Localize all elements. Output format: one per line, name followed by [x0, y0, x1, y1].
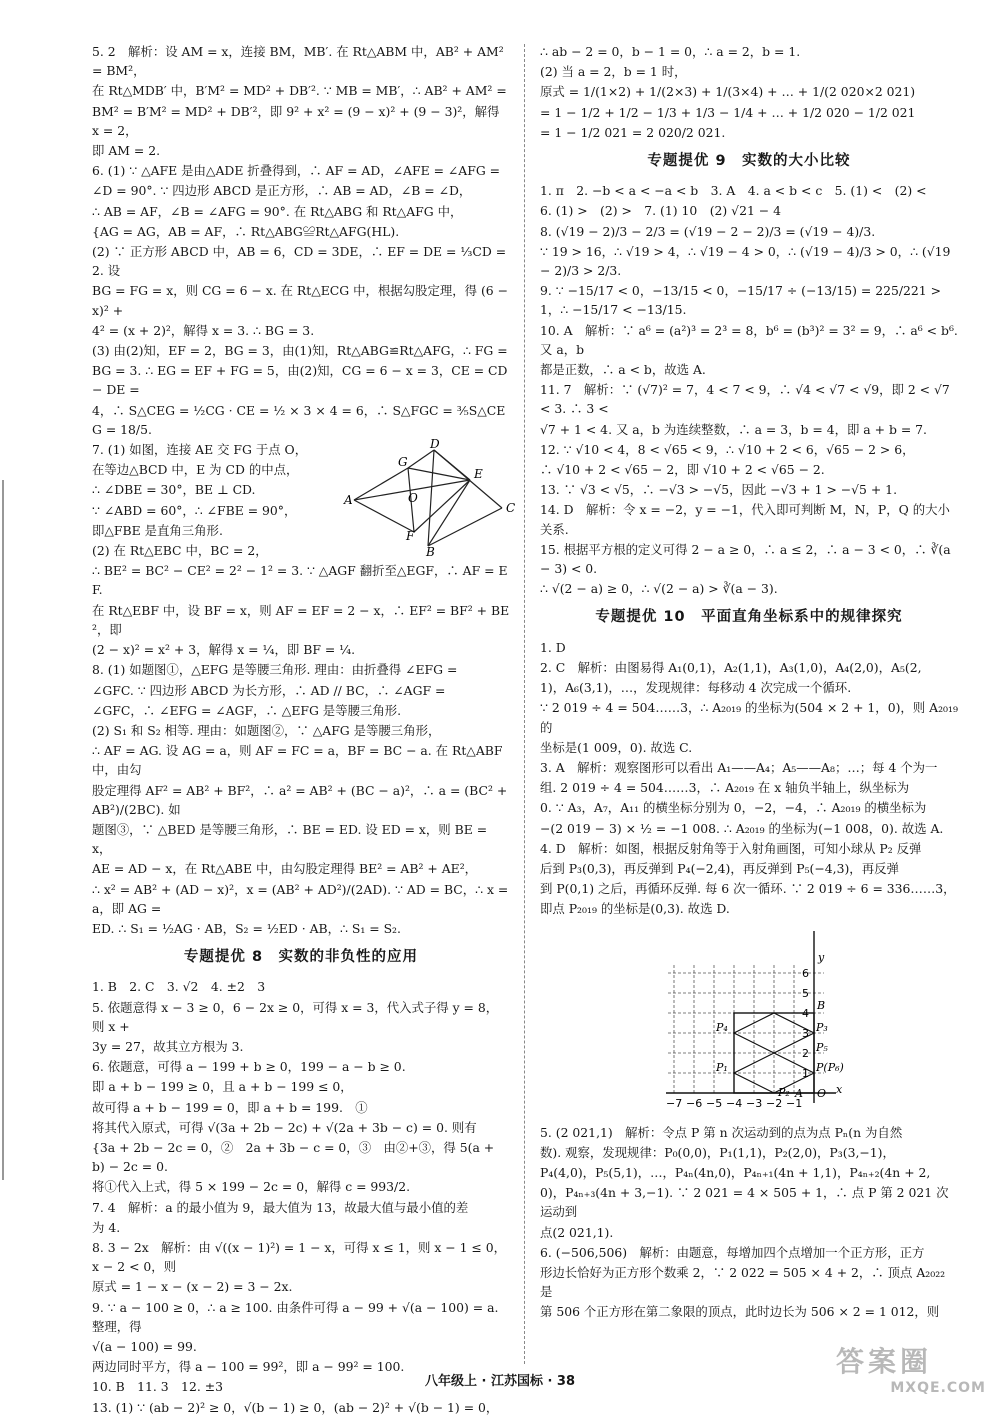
answer-line: 5. (2 021,1) 解析：令点 P 第 n 次运动到的点为点 Pₙ(n 为自然 [540, 1124, 903, 1140]
y-tick-label: 1 [802, 1066, 809, 1080]
answer-line: AE = AD − x，在 Rt△ABE 中，由勾股定理得 BE² = AB² + AE²， [92, 861, 478, 877]
answer-line: √7 + 1 < 4. 又 a，b 为连续整数，∴ a = 3，b = 4，即 a + b = 7. [540, 421, 927, 437]
answer-line: ∴ AF = AG. 设 AG = a，则 AF = FC = a，BF = BC − a. 在 Rt△ABF 中，由勾 [92, 743, 503, 778]
answer-line: P₄(4,0)，P₅(5,1)，…，P₄ₙ(4n,0)，P₄ₙ₊₁(4n + 1,1)，P₄ₙ₊₂(4n + 2, [540, 1164, 931, 1180]
x-tick-label: −7 [666, 1096, 683, 1110]
x-tick-label: −1 [786, 1096, 803, 1110]
answer-line: ED. ∴ S₁ = ½AG · AB，S₂ = ½ED · AB，∴ S₁ = S₂. [92, 920, 401, 936]
answer-line: 10. A 解析：∵ a⁶ = (a²)³ = 2³ = 8，b⁶ = (b³)² = 3² = 9，∴ a⁶ < b⁶. 又 a，b [540, 322, 958, 357]
answer-line: 6. 依题意，可得 a − 199 + b ≥ 0，199 − a − b ≥ 0. [92, 1059, 406, 1075]
right-column [540, 42, 958, 1323]
x-tick-label: −2 [766, 1096, 783, 1110]
answer-line: 14. D 解析：令 x = −2，y = −1，代入即可判断 M，N，P，Q 的大小关系. [540, 502, 950, 537]
triangle-vertex-label: F [406, 529, 415, 544]
answer-line: 在等边△BCD 中，E 为 CD 的中点， [92, 462, 299, 478]
answer-line: 7. (1) 如图，连接 AE 交 FG 于点 O， [92, 442, 308, 458]
answer-line: (2 − x)² = x² + 3，解得 x = ¼，即 BF = ¼. [92, 642, 356, 658]
answer-line: −(2 019 − 3) × ½ = −1 008. ∴ A₂₀₁₉ 的坐标为(−1 008，0). 故选 A. [540, 820, 944, 836]
answer-line: (2) S₁ 和 S₂ 相等. 理由：如题图②，∵ △AFG 是等腰三角形， [92, 722, 441, 738]
answer-line: 形边长恰好为正方形个数乘 2，∵ 2 022 = 505 × 4 + 2，∴ 顶点 A₂₀₂₂ 是 [540, 1264, 946, 1300]
page-footer: 八年级上 · 江苏国标 · 38 [424, 1374, 576, 1389]
triangle-vertex-label: O [408, 491, 418, 506]
y-tick-label: 6 [802, 966, 809, 980]
answer-line: (2) ∵ 正方形 ABCD 中，AB = 6，CD = 3DE，∴ EF = DE = ⅓CD = 2. 设 [92, 244, 507, 279]
answer-line: 坐标是(1 009，0). 故选 C. [540, 739, 693, 755]
answer-line: 8. (√19 − 2)/3 − 2/3 = (√19 − 2 − 2)/3 = (√19 − 4)/3. [540, 223, 876, 239]
answer-line: 到 P(0,1) 之后，再循环反弹. 每 6 次一循环. ∵ 2 019 ÷ 6 = 336……3， [540, 881, 956, 897]
triangle-figure [342, 437, 516, 560]
answer-line: (3) 由(2)知，EF = 2，BG = 3，由(1)知，Rt△ABG≌Rt△AFG，∴ FG = [92, 343, 508, 359]
triangle-edge [428, 450, 434, 546]
answer-line: (2) 当 a = 2，b = 1 时， [540, 64, 687, 80]
column-divider [524, 44, 525, 1364]
answer-line: 第 506 个正方形在第二象限的顶点，此时边长为 506 × 2 = 1 012，则 [540, 1304, 940, 1320]
answer-line: 6. (1) ∵ △AFE 是由△ADE 折叠得到，∴ AF = AD，∠AFE = ∠AFG = [92, 163, 501, 179]
watermark-main: 答案圈 [836, 1345, 933, 1378]
triangle-edge [354, 500, 414, 532]
answer-line: = 1 − 1/2 021 = 2 020/2 021. [540, 124, 726, 140]
answer-line: 即点 P₂₀₁₉ 的坐标是(0,3). 故选 D. [540, 901, 730, 917]
answer-line: 5. 2 解析：设 AM = x，连接 BM，MB′. 在 Rt△ABM 中，AB² + AM² = BM²， [92, 44, 504, 79]
answer-line: 11. 7 解析：∵ (√7)² = 7，4 < 7 < 9，∴ √4 < √7 < √9，即 2 < √7 < 3. ∴ 3 < [540, 382, 950, 417]
answer-line: 15. 根据平方根的定义可得 2 − a ≥ 0，∴ a ≤ 2，∴ a − 3 < 0，∴ ∛(a − 3) < 0. [540, 541, 951, 577]
grid-point-label: A [795, 1086, 803, 1100]
triangle-vertex-label: E [474, 467, 483, 482]
x-tick-label: −4 [726, 1096, 743, 1110]
answer-line: 12. ∵ √10 < 4，8 < √65 < 9，∴ √10 + 2 < 6，√65 − 2 > 6， [540, 441, 915, 457]
answer-line: 6. (−506,506) 解析：由题意，每增加四个点增加一个正方形，正方 [540, 1244, 925, 1260]
triangle-vertex-label: B [426, 545, 435, 560]
answer-line: 5. 依题意得 x − 3 ≥ 0，6 − 2x ≥ 0，可得 x = 3，代入式子得 y = 8，则 x + [92, 999, 499, 1034]
answer-line: 在 Rt△MDB′ 中，B′M² = MD² + DB′². ∵ MB = MB′，∴ AB² + AM² = [92, 83, 507, 99]
watermark [836, 1340, 986, 1396]
triangle-vertex-label: A [344, 493, 353, 508]
answer-line: 4. D 解析：如图，根据反射角等于入射角画图，可知小球从 P₂ 反弹 [540, 840, 922, 856]
answer-line: ∠GFC，∴ ∠EFG = ∠AGF，∴ △EFG 是等腰三角形. [92, 702, 402, 718]
answer-line: 即△FBE 是直角三角形. [92, 522, 223, 538]
answer-line: ∴ BE² = BC² − CE² = 2² − 1² = 3. ∵ △AGF 翻折至△EGF，∴ AF = EF. [92, 563, 508, 598]
answer-line: ∴ x² = AB² + (AD − x)²，x = (AB² + AD²)/(2AD). ∵ AD = BC，∴ x = a，即 AG = [92, 881, 509, 916]
answer-line: 题图③，∵ △BED 是等腰三角形，∴ BE = ED. 设 ED = x，则 BE = x， [92, 821, 488, 857]
answer-line: 1)，A₆(3,1)，…，发现规律：每移动 4 次完成一个循环. [540, 680, 852, 696]
answer-line: 原式 = 1 − x − (x − 2) = 3 − 2x. [92, 1279, 293, 1295]
grid-point-label: P(P₆) [816, 1060, 844, 1074]
answer-line: √(a − 100) = 99. [92, 1339, 197, 1354]
watermark-sub: MXQE.COM [890, 1380, 986, 1396]
answer-line: ∴ AB = AF，∠B = ∠AFG = 90°. 在 Rt△ABG 和 Rt△AFG 中， [92, 203, 463, 219]
answer-line: 即 a + b − 199 ≥ 0，且 a + b − 199 ≤ 0， [92, 1079, 353, 1095]
answer-line: (2) 在 Rt△EBC 中，BC = 2， [92, 543, 268, 559]
answer-line: ∴ ab − 2 = 0，b − 1 = 0，∴ a = 2，b = 1. [540, 44, 801, 59]
y-tick-label: 2 [802, 1046, 809, 1060]
y-tick-label: 3 [802, 1026, 809, 1040]
triangle-vertex-label: C [506, 501, 516, 516]
y-tick-label: 4 [802, 1006, 809, 1020]
answer-line: 3y = 27，故其立方根为 3. [92, 1038, 244, 1054]
grid-point-label: O [817, 1086, 827, 1100]
answer-line: ∵ ∠ABD = 60°，∴ ∠FBE = 90°， [92, 502, 297, 518]
answer-line: 将其代入原式，可得 √(3a + 2b − 2c) + √(2a + 3b − c) = 0. 则有 [92, 1119, 477, 1135]
answer-line: 8. 3 − 2x 解析：由 √((x − 1)²) = 1 − x，可得 x ≤ 1，则 x − 1 ≤ 0，x − 2 < 0，则 [92, 1239, 507, 1275]
x-tick-label: −5 [706, 1096, 723, 1110]
section-title-8: 专题提优 8 实数的非负性的应用 [183, 949, 419, 966]
answer-line: 1. D [540, 639, 566, 655]
answer-line: 1. B 2. C 3. √2 4. ±2 3 [92, 979, 266, 995]
coordinate-grid-figure [658, 925, 844, 1115]
answer-line: 即 AM = 2. [92, 143, 161, 159]
triangle-edge [408, 450, 434, 468]
grid-point-label: P₃ [816, 1020, 828, 1034]
answer-line: ∴ √10 + 2 < √65 − 2，即 √10 + 2 < √65 − 2. [540, 462, 825, 478]
answer-line: 0)，P₄ₙ₊₃(4n + 3,−1). ∵ 2 021 = 4 × 505 + 1，∴ 点 P 第 2 021 次运动到 [540, 1185, 949, 1220]
answer-line: ∵ 19 > 16，∴ √19 > 4，∴ √19 − 4 > 0，∴ (√19 − 4)/3 > 0，∴ (√19 − 2)/3 > 2/3. [540, 243, 951, 279]
answer-line: BG = FG = x，则 CG = 6 − x. 在 Rt△ECG 中，根据勾股定理，得 (6 − x)² + [92, 283, 509, 318]
x-tick-label: −6 [686, 1096, 703, 1110]
answer-line: 股定理得 AF² = AB² + BF²，∴ a² = AB² + (BC − a)²，∴ a = (BC² + AB²)/(2BC). 如 [92, 782, 508, 817]
answer-line: BG = 3. ∴ EG = EF + FG = 5，由(2)知，CG = 6 − x = 3，CE = CD − DE = [92, 363, 508, 398]
triangle-vertex-label: D [430, 437, 440, 452]
answer-line: 为 4. [92, 1219, 121, 1235]
triangle-edge [408, 468, 470, 480]
answer-line: 两边同时平方，得 a − 100 = 99²，即 a − 99² = 100. [92, 1359, 405, 1375]
answer-line: 10. B 11. 3 12. ±3 [92, 1379, 223, 1395]
triangle-edge [434, 450, 470, 480]
grid-point-label: y [818, 950, 825, 964]
answer-line: 3. A 解析：观察图形可以看出 A₁——A₄；A₅——A₈；…；每 4 个为一 [540, 759, 938, 775]
triangle-vertex-label: G [398, 455, 408, 470]
grid-point-label: P₅ [816, 1040, 828, 1054]
answer-line: ∠GFC. ∵ 四边形 ABCD 为长方形，∴ AD // BC，∴ ∠AGF = [92, 682, 446, 698]
answer-line: ∴ √(2 − a) ≥ 0，∴ √(2 − a) > ∛(a − 3). [540, 581, 778, 597]
answer-line: 8. (1) 如题图①，△EFG 是等腰三角形. 理由：由折叠得 ∠EFG = [92, 662, 458, 678]
answer-line: = 1 − 1/2 + 1/2 − 1/3 + 1/3 − 1/4 + … + 1/2 020 − 1/2 021 [540, 104, 916, 120]
answer-line: 0. ∵ A₃，A₇，A₁₁ 的横坐标分别为 0，−2，−4，∴ A₂₀₁₉ 的横坐标为 [540, 800, 927, 816]
grid-point-label: P₂ [778, 1085, 790, 1099]
answer-line: {AG = AG，AB = AF，∴ Rt△ABG≌Rt△AFG(HL). [92, 223, 400, 239]
triangle-edge [428, 508, 502, 546]
answer-line: 7. 4 解析：a 的最小值为 9，最大值为 13，故最大值与最小值的差 [92, 1199, 469, 1215]
y-tick-label: 5 [802, 986, 809, 1000]
answer-line: 6. (1) > (2) > 7. (1) 10 (2) √21 − 4 [540, 203, 781, 219]
answer-line: 2. C 解析：由图易得 A₁(0,1)，A₂(1,1)，A₃(1,0)，A₄(2,0)，A₅(2, [540, 659, 922, 675]
answer-line: 将①代入上式，得 5 × 199 − 2c = 0，解得 c = 993/2. [92, 1179, 411, 1195]
section-title-9: 专题提优 9 实数的大小比较 [647, 153, 851, 170]
answer-line: 13. ∵ √3 < √5，∴ −√3 > −√5，因此 −√3 + 1 > −√5 + 1. [540, 482, 898, 498]
answer-line: ∵ 2 019 ÷ 4 = 504……3，∴ A₂₀₁₉ 的坐标为(504 × 2 + 1，0)，则 A₂₀₁₉ 的 [540, 700, 958, 735]
answer-line: 故可得 a + b − 199 = 0，即 a + b = 199. ① [92, 1099, 368, 1115]
answer-line: 原式 = 1/(1×2) + 1/(2×3) + 1/(3×4) + … + 1/(2 020×2 021) [540, 84, 916, 100]
answer-line: {3a + 2b − 2c = 0，② 2a + 3b − c = 0，③ 由②+③，得 5(a + b) − 2c = 0. [92, 1139, 495, 1175]
answer-line: 组. 2 019 ÷ 4 = 504……3，∴ A₂₀₁₉ 在 x 轴负半轴上，纵坐标为 [540, 780, 910, 796]
answer-line: ∠D = 90°. ∵ 四边形 ABCD 是正方形，∴ AB = AD，∠B = ∠D， [92, 183, 472, 199]
answer-line: 都是正数，∴ a < b，故选 A. [540, 362, 706, 378]
answer-line: 4² = (x + 2)²，解得 x = 3. ∴ BG = 3. [92, 322, 315, 338]
answer-line: BM² = B′M² = MD² + DB′²，即 9² + x² = (9 − x)² + (9 − 3)²，解得 x = 2， [92, 103, 500, 138]
grid-point-label: P₄ [716, 1020, 728, 1034]
answer-line: 4，∴ S△CEG = ½CG · CE = ½ × 3 × 4 = 6，∴ S△FGC = ⅗S△CEG = 18/5. [92, 402, 506, 437]
answer-line: 在 Rt△EBF 中，设 BF = x，则 AF = EF = 2 − x，∴ EF² = BF² + BE²，即 [92, 602, 510, 637]
answer-line: 9. ∵ −15/17 < 0，−13/15 < 0，−15/17 ÷ (−13/15) = 225/221 > 1，∴ −15/17 < −13/15. [540, 283, 941, 318]
grid-point-label: B [817, 998, 826, 1012]
answer-line: 点(2 021,1). [540, 1224, 614, 1240]
answer-line: ∴ ∠DBE = 30°，BE ⊥ CD. [92, 482, 256, 498]
answer-line: 后到 P₃(0,3)，再反弹到 P₄(−2,4)，再反弹到 P₅(−4,3)，再反弹 [540, 860, 899, 876]
binding-margin [2, 480, 18, 1180]
answer-line: 1. π 2. −b < a < −a < b 3. A 4. a < b < c 5. (1) < (2) < [540, 183, 927, 199]
grid-point-label: P₁ [716, 1060, 728, 1074]
left-column [92, 42, 516, 1418]
section-title-10: 专题提优 10 平面直角坐标系中的规律探究 [595, 609, 903, 626]
grid-point-label: x [836, 1082, 843, 1096]
answer-line: 数). 观察，发现规律：P₀(0,0)，P₁(1,1)，P₂(2,0)，P₃(3,−1)， [540, 1144, 895, 1160]
answer-line: 9. ∵ a − 100 ≥ 0，∴ a ≥ 100. 由条件可得 a − 99 + √(a − 100) = a. 整理，得 [92, 1299, 499, 1334]
x-tick-label: −3 [746, 1096, 763, 1110]
answer-line: 13. (1) ∵ (ab − 2)² ≥ 0，√(b − 1) ≥ 0，(ab − 2)² + √(b − 1) = 0， [92, 1399, 499, 1415]
